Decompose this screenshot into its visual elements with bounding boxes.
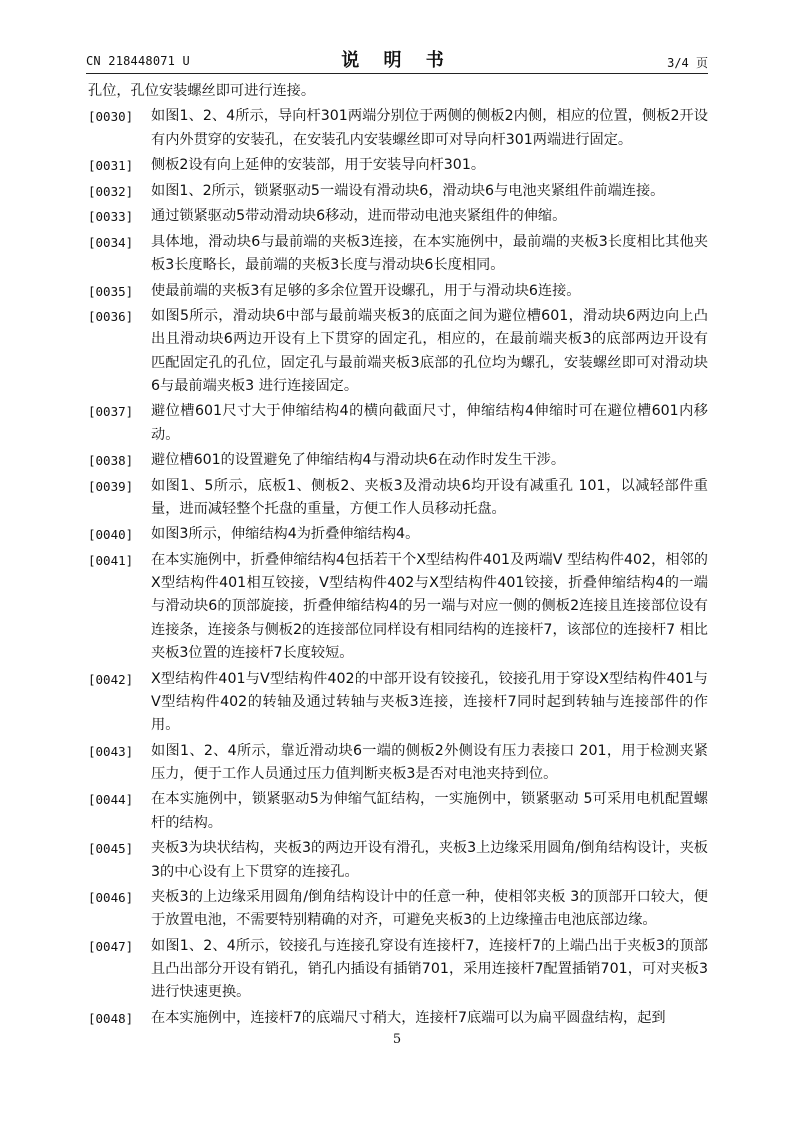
paragraph	[88, 154, 708, 177]
page-number: 5	[392, 1032, 402, 1047]
paragraph-text: 夹板3的上边缘采用圆角/倒角结构设计中的任意一种，使相邻夹板 3的顶部开口较大，便于放置电池，不需要特别精确的对齐，可避免夹板3的上边缘撞击电池底部边缘。	[151, 888, 708, 929]
paragraph-number: [0034]	[88, 234, 134, 250]
document-body	[88, 80, 708, 1032]
paragraph-number: [0042]	[88, 671, 134, 687]
paragraph-text: X型结构件401与V型结构件402的中部开设有铰接孔，铰接孔用于穿设X型结构件401与V型结构件402的转轴及通过转轴与夹板3连接，连接杆7同时起到转轴与连接部件的作用。	[151, 670, 708, 734]
paragraph-number: [0047]	[88, 938, 134, 954]
paragraph-text: 如图1、2所示，锁紧驱动5一端设有滑动块6，滑动块6与电池夹紧组件前端连接。	[151, 182, 665, 199]
publication-number: CN 218448071 U	[86, 54, 190, 68]
paragraph-list	[88, 105, 708, 1030]
paragraph-text: 使最前端的夹板3有足够的多余位置开设螺孔，用于与滑动块6连接。	[151, 282, 581, 299]
paragraph-text: 夹板3为块状结构，夹板3的两边开设有滑孔，夹板3上边缘采用圆角/倒角结构设计，夹板3的中心设有上下贯穿的连接孔。	[151, 840, 708, 880]
paragraph-text: 避位槽601尺寸大于伸缩结构4的横向截面尺寸，伸缩结构4伸缩时可在避位槽601内移动。	[151, 403, 708, 443]
paragraph-text: 如图1、2、4所示，导向杆301两端分别位于两侧的侧板2内侧，相应的位置，侧板2开设有内外贯穿的安装孔，在安装孔内安装螺丝即可对导向杆301两端进行固定。	[151, 108, 708, 148]
paragraph-text: 如图3所示，伸缩结构4为折叠伸缩结构4。	[151, 526, 420, 543]
paragraph-text: 如图1、5所示，底板1、侧板2、夹板3及滑动块6均开设有减重孔 101，以减轻部件重量，进而减轻整个托盘的重量，方便工作人员移动托盘。	[151, 477, 708, 517]
paragraph-number: [0032]	[88, 183, 134, 199]
paragraph-text: 具体地，滑动块6与最前端的夹板3连接，在本实施例中，最前端的夹板3长度相比其他夹板3长度略长，最前端的夹板3长度与滑动块6长度相同。	[151, 233, 708, 274]
paragraph-number: [0030]	[88, 109, 134, 125]
paragraph	[88, 1007, 708, 1030]
paragraph-number: [0037]	[88, 404, 134, 420]
paragraph	[88, 549, 708, 665]
paragraph	[88, 180, 708, 203]
page-count: 3/4 页	[667, 56, 708, 70]
paragraph-number: [0031]	[88, 158, 134, 174]
paragraph-text: 孔位，孔位安装螺丝即可进行连接。	[88, 83, 316, 99]
paragraph-text: 在本实施例中，锁紧驱动5为伸缩气缸结构，一实施例中，锁紧驱动 5可采用电机配置螺杆的结构。	[151, 791, 708, 831]
page-header	[86, 44, 708, 74]
paragraph-number: [0033]	[88, 209, 134, 225]
paragraph-number: [0038]	[88, 453, 134, 469]
paragraph-text: 避位槽601的设置避免了伸缩结构4与滑动块6在动作时发生干涉。	[151, 452, 566, 469]
paragraph-number: [0040]	[88, 527, 134, 543]
paragraph	[88, 231, 708, 278]
paragraph-number: [0041]	[88, 552, 134, 568]
paragraph	[88, 105, 708, 152]
paragraph-text: 侧板2设有向上延伸的安装部，用于安装导向杆301。	[151, 157, 486, 174]
paragraph-number: [0036]	[88, 308, 134, 324]
paragraph-number: [0046]	[88, 889, 134, 905]
paragraph	[88, 280, 708, 303]
paragraph	[88, 475, 708, 522]
paragraph-number: [0044]	[88, 792, 134, 808]
paragraph-text: 通过锁紧驱动5带动滑动块6移动，进而带动电池夹紧组件的伸缩。	[151, 208, 567, 225]
paragraph	[88, 668, 708, 738]
paragraph	[88, 740, 708, 787]
paragraph-text: 在本实施例中，连接杆7的底端尺寸稍大，连接杆7底端可以为扁平圆盘结构，起到	[151, 1009, 666, 1026]
paragraph	[88, 449, 708, 472]
paragraph	[88, 935, 708, 1005]
paragraph	[88, 305, 708, 398]
paragraph-text: 在本实施例中，折叠伸缩结构4包括若干个X型结构件401及两端V 型结构件402，相邻的X型结构件401相互铰接，V型结构件402与X型结构件401铰接，折叠伸缩结构4的一端与滑动块6的顶部旋接，折叠伸缩结构4的另一端与对应一侧的侧板2连接且连接部位设有连接条，连接条与侧板2的连接部位同样设有相同结构的连接杆7，该部位的连接杆7 相比夹板3位置的连接杆7长度较短。	[151, 551, 708, 662]
document-title: 说 明 书	[341, 50, 453, 71]
continuation-paragraph	[88, 80, 708, 103]
paragraph-number: [0048]	[88, 1010, 134, 1026]
paragraph-number: [0045]	[88, 841, 134, 857]
paragraph-text: 如图1、2、4所示，铰接孔与连接孔穿设有连接杆7，连接杆7的上端凸出于夹板3的顶部且凸出部分开设有销孔，销孔内插设有插销701，采用连接杆7配置插销701，可对夹板3进行快速更换。	[151, 937, 708, 1001]
paragraph-text: 如图5所示，滑动块6中部与最前端夹板3的底面之间为避位槽601，滑动块6两边向上凸出且滑动块6两边开设有上下贯穿的固定孔，相应的，在最前端夹板3的底部两边开设有匹配固定孔的孔位，固定孔与最前端夹板3底部的孔位均为螺孔，安装螺丝即可对滑动块6与最前端夹板3 进行连接固定。	[151, 307, 708, 394]
paragraph	[88, 205, 708, 228]
paragraph-number: [0039]	[88, 478, 134, 494]
paragraph	[88, 837, 708, 884]
paragraph-text: 如图1、2、4所示，靠近滑动块6一端的侧板2外侧设有压力表接口 201，用于检测夹紧压力，便于工作人员通过压力值判断夹板3是否对电池夹持到位。	[151, 742, 708, 782]
header-rule	[86, 73, 708, 74]
paragraph-number: [0035]	[88, 283, 134, 299]
paragraph	[88, 523, 708, 546]
paragraph-number: [0043]	[88, 743, 134, 759]
paragraph	[88, 788, 708, 835]
paragraph	[88, 400, 708, 447]
paragraph	[88, 886, 708, 933]
